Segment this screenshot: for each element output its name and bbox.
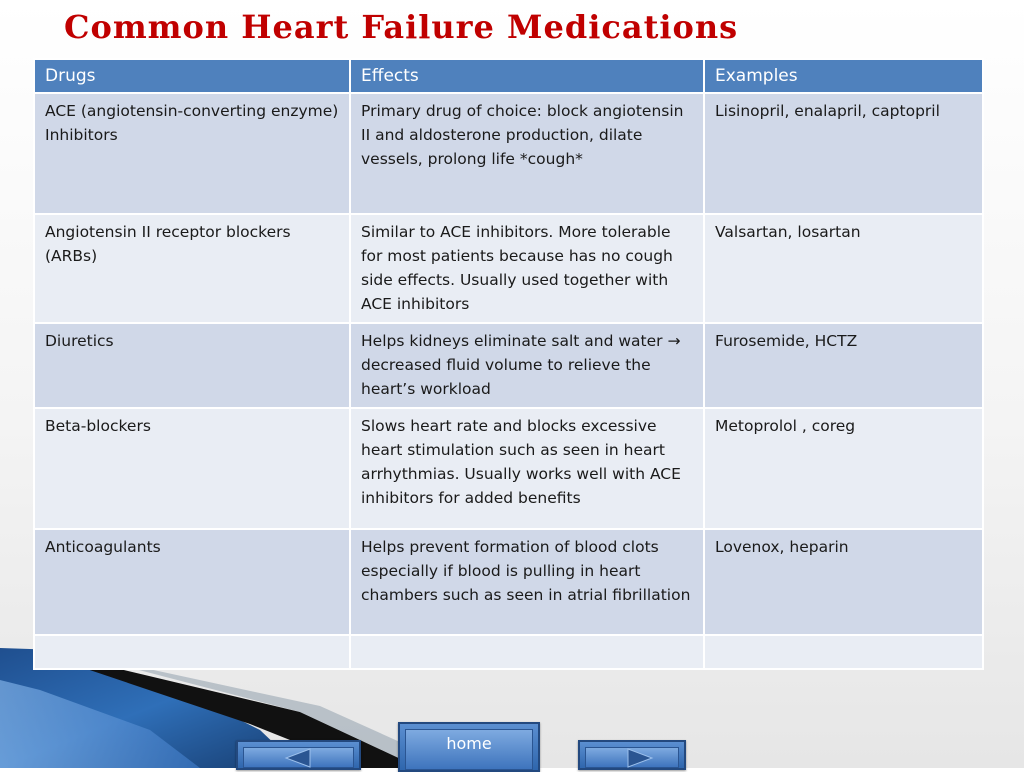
cell-effects: Helps prevent formation of blood clots especially if blood is pulling in heart chambers such as seen in atrial fibrillation [350, 529, 704, 635]
prev-slide-button[interactable] [236, 740, 361, 770]
cell-examples: Metoprolol , coreg [704, 408, 983, 529]
left-arrow-icon [280, 747, 320, 769]
cell-drug: Angiotensin II receptor blockers (ARBs) [34, 214, 350, 323]
cell-examples: Lovenox, heparin [704, 529, 983, 635]
cell-examples: Valsartan, losartan [704, 214, 983, 323]
slide-title: Common Heart Failure Medications [64, 8, 739, 46]
cell-effects [350, 635, 704, 669]
home-button[interactable] [398, 722, 540, 772]
table-row [34, 323, 983, 408]
table-row [34, 408, 983, 529]
cell-effects: Primary drug of choice: block angiotensin II and aldosterone production, dilate vessels, prolong life *cough* [350, 93, 704, 214]
table-header-row [34, 59, 983, 93]
cell-examples [704, 635, 983, 669]
cell-drug: Anticoagulants [34, 529, 350, 635]
table-row [34, 93, 983, 214]
table-row [34, 529, 983, 635]
cell-effects: Similar to ACE inhibitors. More tolerable for most patients because has no cough side effects. Usually used together with ACE inhibitors [350, 214, 704, 323]
right-arrow-icon [618, 747, 658, 769]
header-examples: Examples [704, 59, 983, 93]
next-slide-button[interactable] [578, 740, 686, 770]
table-row [34, 635, 983, 669]
home-label: home [446, 734, 492, 753]
header-drugs: Drugs [34, 59, 350, 93]
header-effects: Effects [350, 59, 704, 93]
cell-effects: Helps kidneys eliminate salt and water → decreased fluid volume to relieve the heart’s workload [350, 323, 704, 408]
medications-table [33, 58, 984, 670]
table-row [34, 214, 983, 323]
cell-examples: Furosemide, HCTZ [704, 323, 983, 408]
cell-examples: Lisinopril, enalapril, captopril [704, 93, 983, 214]
cell-effects: Slows heart rate and blocks excessive heart stimulation such as seen in heart arrhythmias. Usually works well with ACE inhibitors for added benefits [350, 408, 704, 529]
cell-drug [34, 635, 350, 669]
cell-drug: Beta-blockers [34, 408, 350, 529]
cell-drug: Diuretics [34, 323, 350, 408]
cell-drug: ACE (angiotensin-converting enzyme) Inhibitors [34, 93, 350, 214]
